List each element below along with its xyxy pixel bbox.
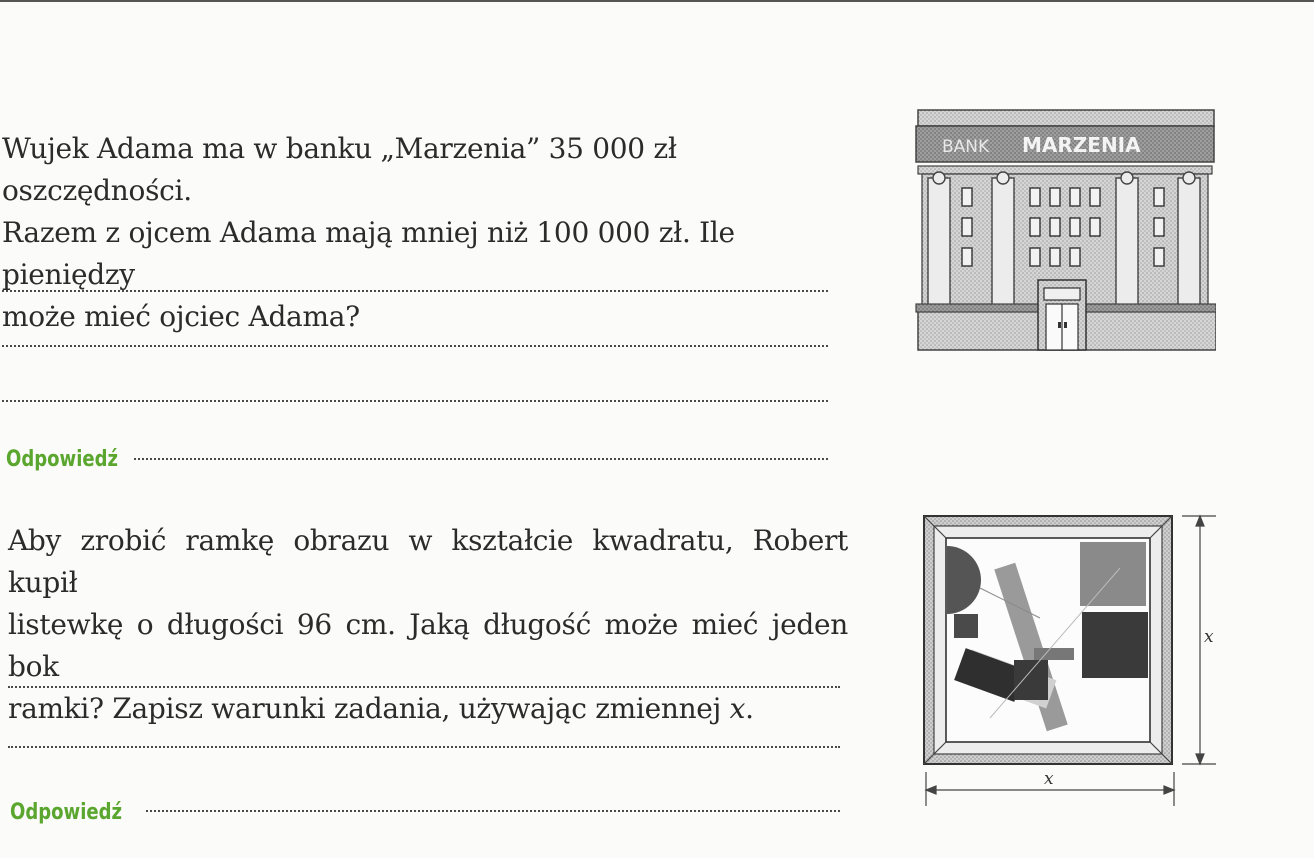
bank-building-illustration [914,108,1216,352]
task1-line-2: Razem z ojcem Adama mają mniej niż 100 000 zł. Ile pieniędzy [2,216,735,291]
task2-line-3-text: ramki? Zapisz warunki zadania, używając zmiennej [8,692,730,725]
task1-answer-line-2[interactable] [2,345,828,347]
bank-sign-word2: MARZENIA [1022,133,1141,157]
task2-text [8,520,848,730]
top-border-line [0,0,1314,2]
task1-text [2,128,842,338]
task2-line-3 [8,688,848,730]
task2-line-3-end: . [745,692,754,725]
task2-answer-line-2[interactable] [8,746,840,748]
square-frame-illustration [920,508,1220,808]
bank-sign-word1: BANK [942,137,990,157]
task1-final-answer-line[interactable] [134,458,828,460]
variable-x: x [729,692,746,725]
task1-answer-line-1[interactable] [2,290,828,292]
task2-final-answer-line[interactable] [146,810,840,812]
task2-line-1: Aby zrobić ramkę obrazu w kształcie kwadratu, Robert kupił [8,524,848,599]
task1-answer-line-3[interactable] [2,400,828,402]
task2-answer-label: Odpowiedź [10,800,123,825]
task2-line-2: listewkę o długości 96 cm. Jaką długość może mieć jeden bok [8,608,848,683]
task1-answer-label: Odpowiedź [6,447,119,472]
frame-side-label: x [1204,627,1214,647]
frame-bottom-label: x [1044,769,1054,789]
task1-line-1: Wujek Adama ma w banku „Marzenia” 35 000 zł oszczędności. [2,132,677,207]
task2-answer-line-1[interactable] [8,686,840,688]
bank-door [1038,280,1086,350]
task1-line-3: może mieć ojciec Adama? [2,300,360,333]
